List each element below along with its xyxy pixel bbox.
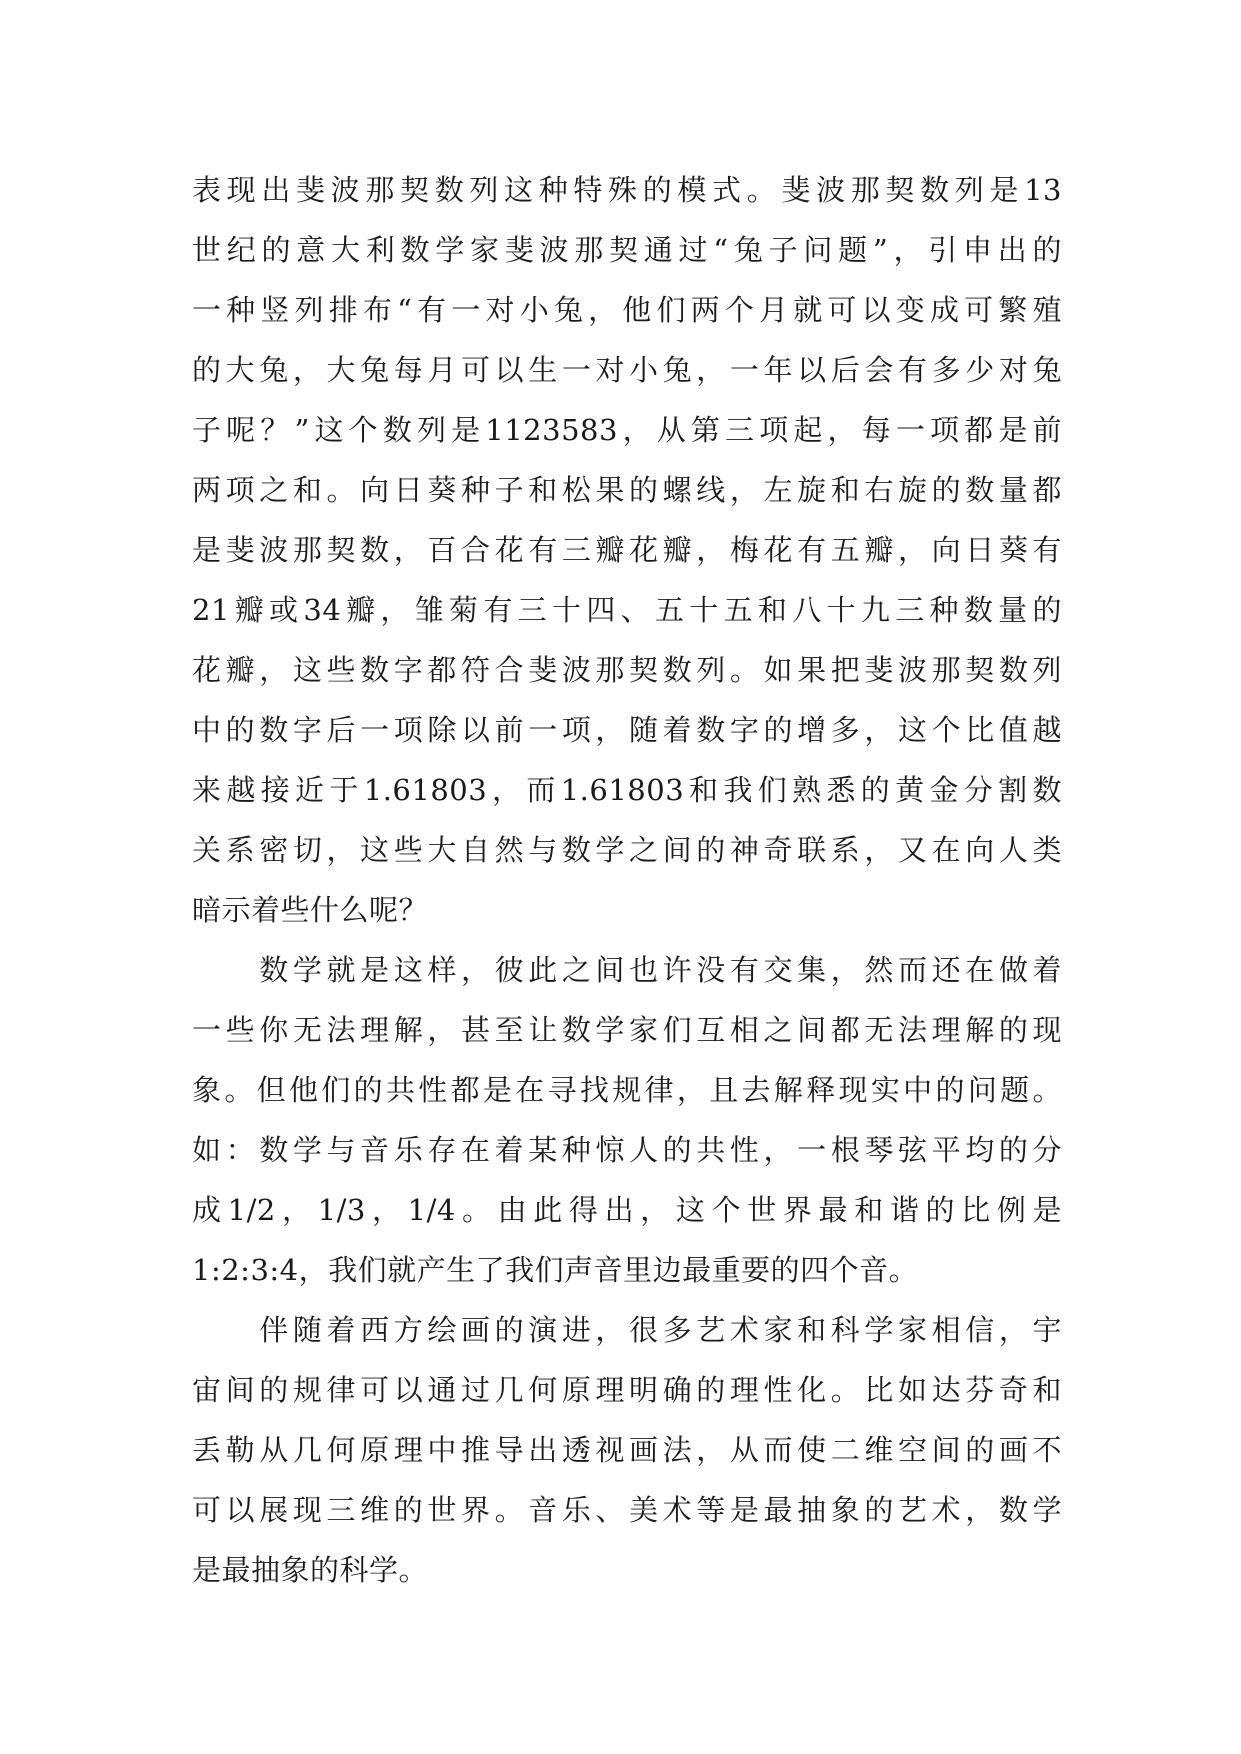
paragraph-1-line-8: 21瓣或34瓣，雏菊有三十四、五十五和八十九三种数量的 xyxy=(192,593,1062,627)
paragraph-2-line-4: 如：数学与音乐存在着某种惊人的共性，一根琴弦平均的分 xyxy=(192,1133,1062,1167)
paragraph-2-line-3: 象。但他们的共性都是在寻找规律，且去解释现实中的问题。 xyxy=(192,1073,1062,1107)
paragraph-1-line-13: 暗示着些什么呢？ xyxy=(192,893,429,927)
paragraph-1-line-2: 世纪的意大利数学家斐波那契通过“兔子问题”，引申出的 xyxy=(192,233,1062,267)
paragraph-2-line-6: 1:2:3:4，我们就产生了我们声音里边最重要的四个音。 xyxy=(192,1253,919,1287)
paragraph-2-line-1: 数学就是这样，彼此之间也许没有交集，然而还在做着 xyxy=(192,953,1062,987)
paragraph-2-line-2: 一些你无法理解，甚至让数学家们互相之间都无法理解的现 xyxy=(192,1013,1062,1047)
paragraph-3-line-4: 可以展现三维的世界。音乐、美术等是最抽象的艺术，数学 xyxy=(192,1493,1062,1527)
paragraph-3-line-2: 宙间的规律可以通过几何原理明确的理性化。比如达芬奇和 xyxy=(192,1373,1062,1407)
paragraph-3-line-1: 伴随着西方绘画的演进，很多艺术家和科学家相信，宇 xyxy=(192,1313,1062,1347)
paragraph-1-line-4: 的大兔，大兔每月可以生一对小兔，一年以后会有多少对兔 xyxy=(192,353,1062,387)
paragraph-1-line-10: 中的数字后一项除以前一项，随着数字的增多，这个比值越 xyxy=(192,713,1062,747)
paragraph-3-line-5: 是最抽象的科学。 xyxy=(192,1553,429,1587)
paragraph-1-line-7: 是斐波那契数，百合花有三瓣花瓣，梅花有五瓣，向日葵有 xyxy=(192,533,1062,567)
document-body xyxy=(192,160,1062,1600)
paragraph-1-line-9: 花瓣，这些数字都符合斐波那契数列。如果把斐波那契数列 xyxy=(192,653,1062,687)
paragraph-3-line-3: 丢勒从几何原理中推导出透视画法，从而使二维空间的画不 xyxy=(192,1433,1062,1467)
paragraph-1-line-12: 关系密切，这些大自然与数学之间的神奇联系，又在向人类 xyxy=(192,833,1062,867)
paragraph-1-line-11: 来越接近于1.61803，而1.61803和我们熟悉的黄金分割数 xyxy=(192,773,1062,807)
paragraph-1-line-6: 两项之和。向日葵种子和松果的螺线，左旋和右旋的数量都 xyxy=(192,473,1062,507)
paragraph-1-line-1: 表现出斐波那契数列这种特殊的模式。斐波那契数列是13 xyxy=(192,173,1062,207)
paragraph-1-line-5: 子呢？”这个数列是1123583，从第三项起，每一项都是前 xyxy=(192,413,1062,447)
paragraph-1-line-3: 一种竖列排布“有一对小兔，他们两个月就可以变成可繁殖 xyxy=(192,293,1062,327)
paragraph-2-line-5: 成1/2，1/3，1/4。由此得出，这个世界最和谐的比例是 xyxy=(192,1193,1062,1227)
